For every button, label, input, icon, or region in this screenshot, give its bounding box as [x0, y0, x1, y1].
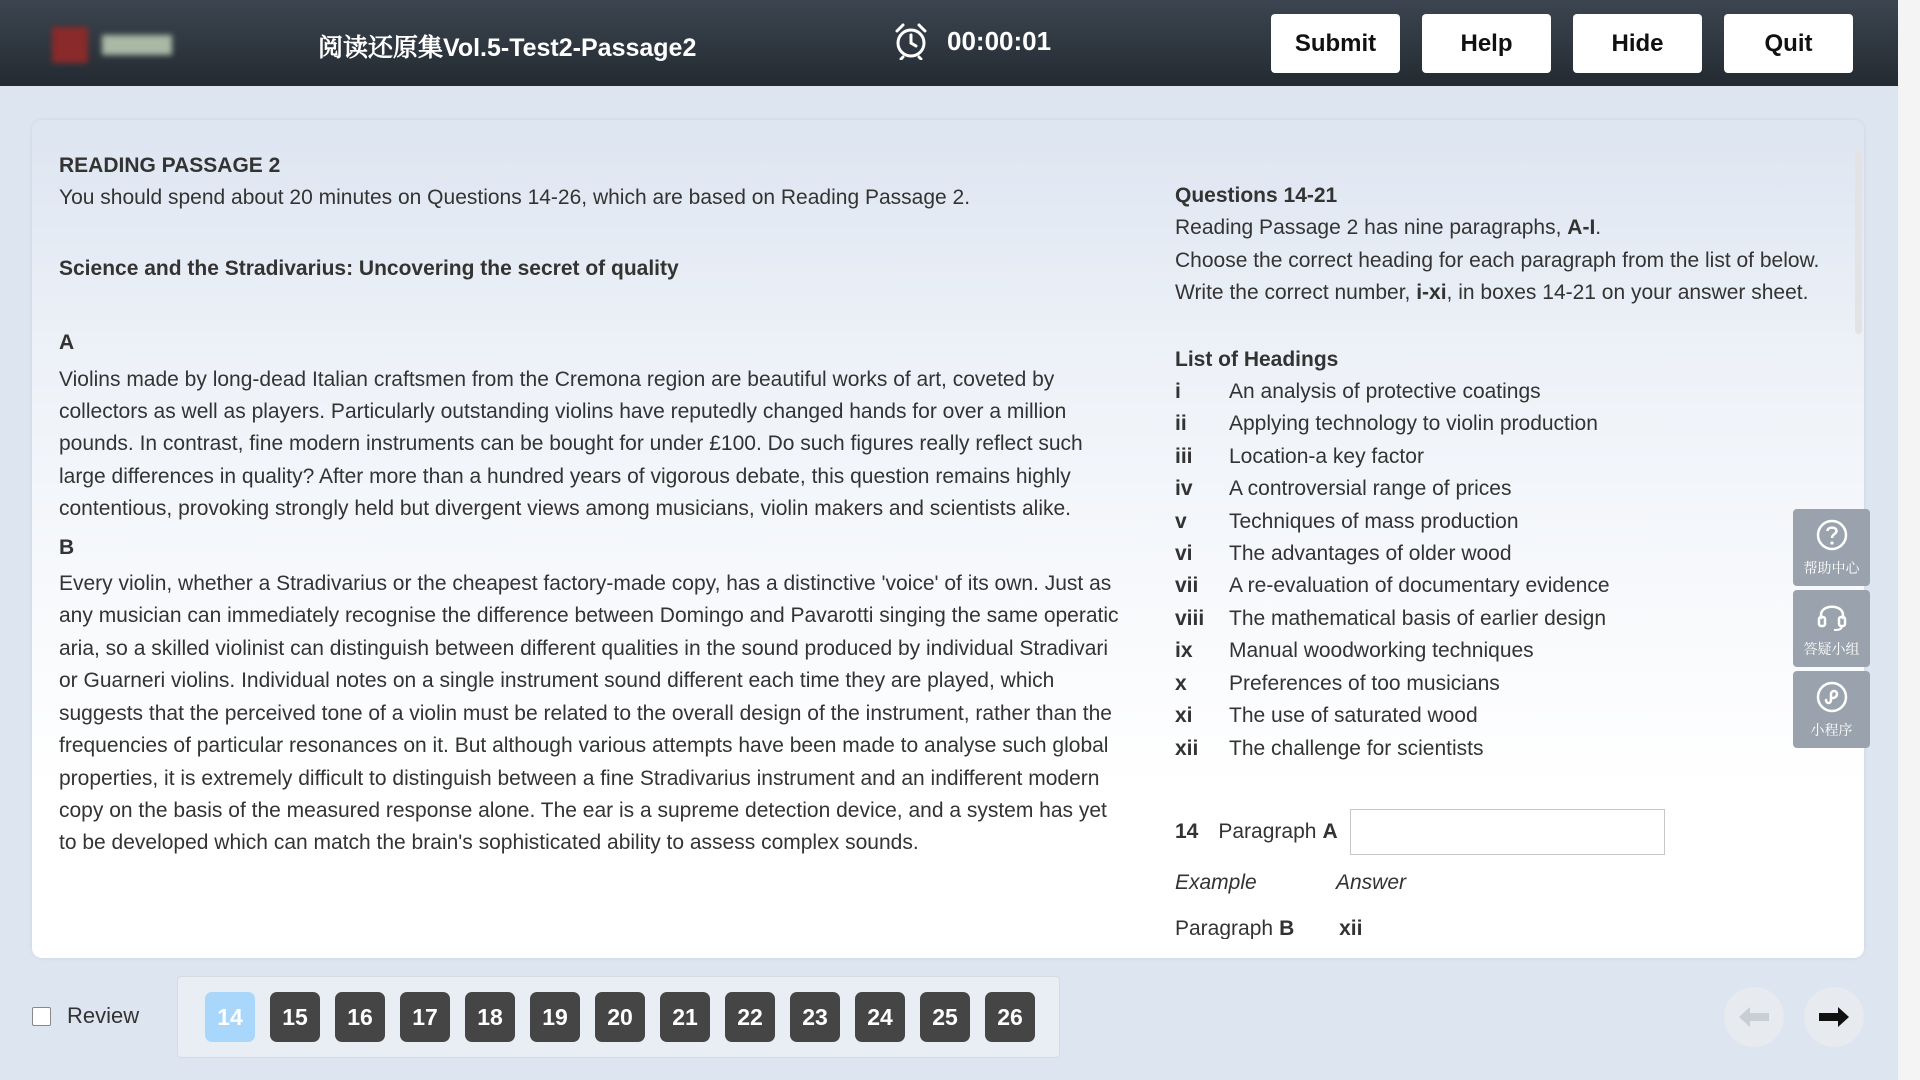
hide-button[interactable]: Hide: [1573, 14, 1702, 73]
review-toggle[interactable]: [32, 1003, 139, 1029]
paragraph-label-b: B: [59, 535, 75, 559]
question-navigator: [177, 976, 1060, 1058]
arrow-right-icon: [1817, 1005, 1851, 1029]
test-title: 阅读还原集Vol.5-Test2-Passage2: [318, 34, 697, 62]
example-header: Example Answer: [1175, 870, 1407, 894]
paragraph-b-text: Every violin, whether a Stradivarius or the cheapest factory-made copy, has a distinctive 'voice' of its own. Just as any musician can immediately recognise the difference between Domingo and Pavarotti singing the same operatic aria, so a skilled violinist can distinguish between different qualities in the sound produced by individual Stradivari or Guarneri violins. Individual notes on a single instrument sound different each time they are played, which suggests that the perceived tone of a violin must be related to the overall design of the instrument, rather than the frequencies of particular resonances on it. But although various attempts have been made to analyse such global properties, it is extremely difficult to distinguish between a fine Stradivarius instrument and an indifferent modern copy on the basis of the measured response alone. The ear is a supreme detection device, and a system has yet to be developed which can match the brain's sophisticated ability to assess complex sounds.: [59, 572, 1119, 855]
help-center-label: 帮助中心: [1803, 559, 1860, 576]
question-nav-18[interactable]: 18: [465, 992, 515, 1042]
heading-item: i An analysis of protective coatings: [1175, 380, 1541, 404]
question-nav-16[interactable]: 16: [335, 992, 385, 1042]
heading-item: vi The advantages of older wood: [1175, 542, 1512, 566]
page-scrollbar[interactable]: [1898, 0, 1920, 1080]
reading-passage[interactable]: [59, 150, 1119, 860]
heading-item: iv A controversial range of prices: [1175, 477, 1512, 501]
question-nav-20[interactable]: 20: [595, 992, 645, 1042]
alarm-clock-icon: [893, 22, 929, 60]
questions-scrollbar[interactable]: [1855, 150, 1862, 334]
heading-item: x Preferences of too musicians: [1175, 671, 1500, 695]
arrow-left-icon: [1737, 1005, 1771, 1029]
list-of-headings-title: List of Headings: [1175, 347, 1339, 371]
instruction-line-2: Choose the correct heading for each paragraph from the list of below.: [1175, 248, 1820, 272]
heading-item: xii The challenge for scientists: [1175, 736, 1484, 760]
top-bar: [0, 0, 1898, 86]
question-nav-19[interactable]: 19: [530, 992, 580, 1042]
question-nav-17[interactable]: 17: [400, 992, 450, 1042]
help-button[interactable]: Help: [1422, 14, 1551, 73]
review-checkbox[interactable]: [32, 1007, 51, 1026]
heading-item: ii Applying technology to violin production: [1175, 412, 1598, 436]
question-14-row: [1175, 809, 1855, 855]
passage-title: Science and the Stradivarius: Uncovering the secret of quality: [59, 256, 679, 280]
heading-item: v Techniques of mass production: [1175, 509, 1519, 533]
question-label: Paragraph: [1218, 819, 1317, 843]
question-number: 14: [1175, 819, 1199, 843]
submit-button[interactable]: Submit: [1271, 14, 1400, 73]
timer-value: 00:00:01: [947, 25, 1052, 56]
heading-item: vii A re-evaluation of documentary evidence: [1175, 574, 1610, 598]
answer-input-14[interactable]: [1350, 809, 1665, 855]
example-row: Paragraph B xii: [1175, 917, 1363, 940]
previous-button[interactable]: [1724, 987, 1784, 1047]
mini-program-icon: [1815, 680, 1849, 714]
headings-list: [1175, 376, 1855, 765]
passage-instruction: You should spend about 20 minutes on Questions 14-26, which are based on Reading Passage 2.: [59, 186, 971, 210]
logo: [38, 20, 183, 70]
question-nav-23[interactable]: 23: [790, 992, 840, 1042]
paragraph-label-a: A: [59, 331, 75, 355]
heading-item: viii The mathematical basis of earlier design: [1175, 606, 1607, 630]
heading-item: iii Location-a key factor: [1175, 444, 1424, 468]
instruction-line-3: Write the correct number, i-xi, in boxes 14-21 on your answer sheet.: [1175, 281, 1809, 305]
headset-icon: [1815, 599, 1849, 633]
question-paragraph: A: [1322, 819, 1338, 843]
question-nav-21[interactable]: 21: [660, 992, 710, 1042]
heading-item: xi The use of saturated wood: [1175, 704, 1478, 728]
instruction-line-1: Reading Passage 2 has nine paragraphs, A-I.: [1175, 216, 1602, 240]
question-circle-icon: [1815, 518, 1849, 552]
paragraph-a-text: Violins made by long-dead Italian craftsmen from the Cremona region are beautiful works of art, coveted by collectors as well as players. Particularly outstanding violins have reputedly changed hands for over a million pounds. In contrast, fine modern instruments can be bought for under £100. Do such figures really reflect such large differences in quality? After more than a hundred years of vigorous debate, this question remains highly contentious, provoking strongly held but divergent views among musicians, violin makers and scientists alike.: [59, 367, 1083, 521]
question-nav-26[interactable]: 26: [985, 992, 1035, 1042]
mini-program-widget[interactable]: [1793, 671, 1870, 748]
help-center-widget[interactable]: [1793, 509, 1870, 586]
qa-group-label: 答疑小组: [1803, 640, 1860, 657]
passage-heading: READING PASSAGE 2: [59, 154, 281, 177]
quit-button[interactable]: Quit: [1724, 14, 1853, 73]
question-nav-24[interactable]: 24: [855, 992, 905, 1042]
question-nav-22[interactable]: 22: [725, 992, 775, 1042]
questions-section[interactable]: [1175, 180, 1855, 939]
question-nav-15[interactable]: 15: [270, 992, 320, 1042]
question-nav-14[interactable]: 14: [205, 992, 255, 1042]
qa-group-widget[interactable]: [1793, 590, 1870, 667]
heading-item: ix Manual woodworking techniques: [1175, 639, 1534, 663]
next-button[interactable]: [1804, 987, 1864, 1047]
review-label: Review: [67, 1003, 140, 1028]
mini-program-label: 小程序: [1810, 721, 1853, 738]
question-nav-25[interactable]: 25: [920, 992, 970, 1042]
timer: [893, 22, 1051, 60]
questions-range-title: Questions 14-21: [1175, 184, 1338, 207]
